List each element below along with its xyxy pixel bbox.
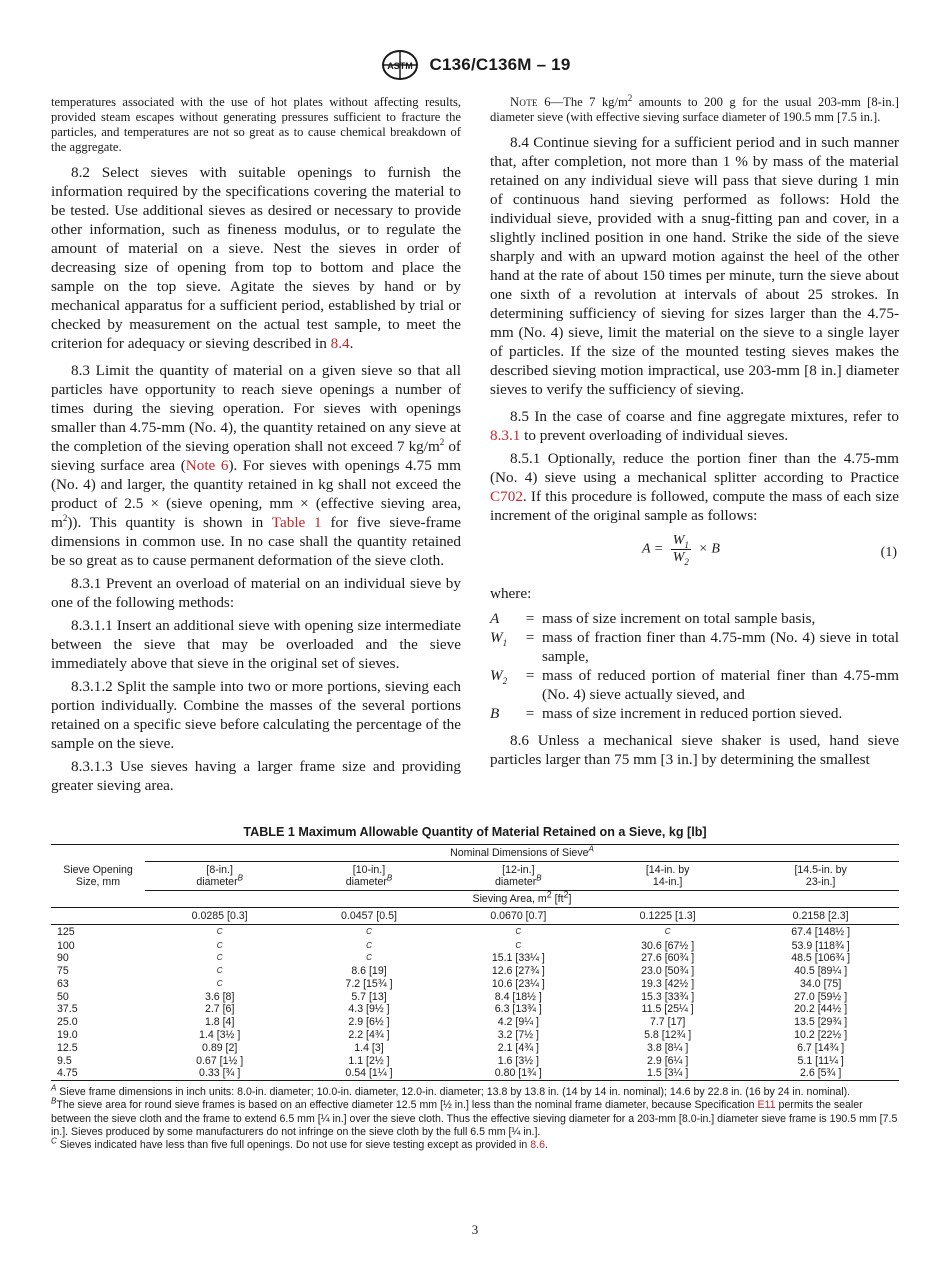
column-header-line2: 23-in.]: [805, 876, 836, 888]
sieve-size-cell: 75: [57, 965, 69, 978]
note-6-superscript: 2: [627, 92, 633, 103]
sieve-size-cell: 4.75: [57, 1067, 78, 1080]
table-cell: 10.2 [22½ ]: [794, 1029, 848, 1042]
column-header-line1: [14.5-in. by: [794, 864, 847, 876]
table-row: [51, 940, 899, 953]
table-cell: 11.5 [25¼ ]: [641, 1003, 694, 1016]
sieve-size-cell: 19.0: [57, 1029, 78, 1042]
link-e11[interactable]: E11: [757, 1099, 776, 1112]
table-cell: C: [216, 953, 223, 963]
nominal-header-sup: A: [588, 844, 594, 854]
table-row: [51, 952, 899, 965]
definition-row: [490, 704, 899, 723]
superscript-2b: 2: [62, 512, 68, 523]
table-cell: C: [216, 940, 223, 950]
table-cell: 0.67 [1½ ]: [196, 1054, 244, 1067]
right-column: [490, 92, 899, 769]
symbol-letter: W: [490, 667, 503, 684]
sieve-size-cell: 90: [57, 952, 69, 965]
column-header-sup: B: [386, 873, 393, 883]
equation-lhs: A =: [642, 541, 664, 557]
sieve-size-cell: 100: [57, 939, 75, 952]
table-cell: C: [366, 953, 372, 963]
column-header-line2: diameter: [345, 876, 387, 888]
table-row: [51, 1029, 899, 1042]
area-value: 0.0457 [0.5]: [341, 910, 397, 922]
footnote-c-text-b: .: [544, 1139, 548, 1152]
section-8-5-text-a: 8.5 In the case of coarse and fine aggregate mixtures, refer to: [510, 408, 899, 425]
definition-list: [490, 609, 899, 723]
section-8-5-text-b: to prevent overloading of individual sieves.: [520, 427, 789, 444]
definition-symbol: [490, 704, 518, 723]
footnote-a: [51, 1083, 899, 1099]
table-cell: 6.7 [14¾ ]: [797, 1041, 845, 1054]
column-header-line1: [14-in. by: [645, 864, 690, 876]
table-cell: C: [216, 926, 223, 936]
table-body: [51, 925, 899, 1081]
table-cell: 3.6 [8]: [204, 990, 235, 1003]
astm-logo-text: ASTM: [386, 61, 413, 71]
section-8-4: 8.4 Continue sieving for a sufficient period and in such manner that, after completion, not more than 1 % by mass of the material retained on any individual sieve will pass that sieve during 1 min of continuous hand sieving performed as follows: Hold the individual sieve, provided with a snug-fitting pan and cover, in a slightly inclined position in one hand. Strike the side of the sieve sharply and with an upward motion against the heel of the other hand at the rate of about 150 times per minute, turn the sieve about one sixth of a revolution at intervals of about 25 strokes. In determining sufficiency of sieving for sizes larger than the 4.75-mm (No. 4) sieve, limit the material on the sieve to a single layer of particles. If the size of the mounted testing sieves makes the described sieving motion impractical, use 203-mm [8 in.] diameter sieves to verify the sufficiency of sieving.: [490, 134, 899, 398]
table-cell: 27.6 [60¾ ]: [641, 952, 695, 965]
table-cell: 67.4 [148½ ]: [791, 925, 851, 938]
table-cell: 1.6 [3½ ]: [497, 1054, 539, 1067]
table-row: [51, 1042, 899, 1055]
table-cell: 1.4 [3½ ]: [199, 1029, 241, 1042]
table-row: [51, 965, 899, 978]
table-cell: 0.80 [1¾ ]: [494, 1067, 542, 1080]
table-cell: C: [515, 926, 522, 936]
document-designation: C136/C136M – 19: [429, 55, 571, 74]
equation-denominator: [671, 550, 691, 566]
definition-equals: =: [525, 610, 535, 627]
symbol-subscript: 1: [502, 638, 508, 649]
table-row: [51, 991, 899, 1004]
table-row: [51, 1016, 899, 1029]
section-8-5-1-text-b: . If this procedure is followed, compute the mass of each size increment of the original sample as follows:: [490, 488, 899, 524]
table-cell: 2.1 [4¾ ]: [497, 1041, 539, 1054]
section-8-3-text-e: for five sieve-frame dimensions in common use. In no case shall the quantity retained be so great as to cause permanent deformation of the sieve cloth.: [51, 514, 461, 569]
note-6-text-b: amounts to 200 g for the usual 203-mm [8-in.] diameter sieve (with effective sieving surface diameter of 190.5 mm [7.5 in.].: [490, 95, 899, 124]
table-1: [51, 825, 899, 1152]
column-header-line2: diameter: [495, 876, 537, 888]
where-label: where:: [490, 585, 532, 602]
link-c702[interactable]: C702: [490, 488, 523, 505]
equation-numerator: [671, 533, 691, 550]
definition-row: [490, 609, 899, 628]
numerator-subscript: 1: [684, 539, 689, 550]
table-cell: 6.3 [13¾ ]: [494, 1003, 542, 1016]
symbol-subscript: 2: [502, 676, 508, 687]
table-title: TABLE 1 Maximum Allowable Quantity of Material Retained on a Sieve, kg [lb]: [243, 825, 707, 839]
page-number: 3: [471, 1222, 479, 1237]
area-value: 0.0285 [0.3]: [191, 910, 248, 922]
definition-row: [490, 666, 899, 704]
table-cell: 8.4 [18½ ]: [494, 990, 542, 1003]
table-cell: 3.2 [7½ ]: [497, 1029, 539, 1042]
sieve-size-cell: 63: [57, 977, 69, 990]
footnote-a-mark: A: [51, 1083, 57, 1093]
table-cell: C: [216, 978, 223, 988]
table-cell: 1.8 [4]: [204, 1016, 235, 1029]
link-table-1[interactable]: Table 1: [271, 514, 322, 531]
table-cell: 1.5 [3¼ ]: [647, 1067, 689, 1080]
section-8-5-1: [490, 449, 899, 525]
area-stub: [51, 908, 145, 925]
column-header: [742, 862, 899, 891]
definition-symbol: [490, 628, 518, 666]
table-header-row: [51, 845, 899, 862]
left-column: [51, 95, 461, 795]
carryover-paragraph: temperatures associated with the use of hot plates without affecting results, provided steam escapes without generating pressures sufficient to fracture the particles, and temperatures are not so great as to cause chemical breakdown of the aggregate.: [51, 95, 461, 154]
table-cell: 0.54 [1¼ ]: [345, 1067, 393, 1080]
definition-symbol: [490, 666, 518, 704]
table-cell: 34.0 [75]: [800, 977, 842, 990]
table-cell: 0.89 [2]: [201, 1041, 238, 1054]
table-cell: 53.9 [118¾ ]: [791, 939, 850, 952]
section-8-3: [51, 361, 461, 570]
column-header-line1: [10-in.]: [352, 864, 386, 876]
table-cell: 4.3 [9½ ]: [348, 1003, 390, 1016]
footnote-b-text-a: The sieve area for round sieve frames is based on an effective diameter 12.5 mm [½ in.] less than the nominal frame diameter, because Specification: [56, 1099, 758, 1112]
table-cell: C: [366, 940, 372, 950]
definition-equals: =: [525, 629, 535, 646]
area-header-unit-sup: 2: [563, 889, 569, 900]
table-cell: 15.1 [33¼ ]: [491, 952, 545, 965]
table-cell: C: [216, 966, 223, 976]
table-cell: 2.2 [4¾ ]: [348, 1029, 390, 1042]
area-header-text: Sieving Area, m: [472, 893, 547, 905]
table-cell: 5.1 [11¼ ]: [797, 1054, 844, 1067]
table-cell: 15.3 [33¾ ]: [641, 990, 695, 1003]
section-8-3-text-a: 8.3 Limit the quantity of material on a given sieve so that all particles have opportunity to reach sieve openings a number of times during the sieving operation. For sieves with openings smaller than 4.75-mm (No. 4), the quantity retained on any sieve at the completion of the sieving operation shall not exceed 7 kg/m: [51, 362, 461, 455]
section-8-3-1: 8.3.1 Prevent an overload of material on an individual sieve by one of the following methods:: [51, 575, 461, 611]
definition-row: [490, 628, 899, 666]
table-row: [51, 925, 899, 940]
table-cell: 27.0 [59½ ]: [794, 990, 848, 1003]
page-header: [0, 48, 950, 88]
numerator-symbol: W: [672, 533, 685, 548]
section-8-3-text-d: )). This quantity is shown in: [67, 514, 272, 531]
definition-text: mass of size increment in reduced portion sieved.: [542, 705, 843, 722]
area-header-sup: 2: [546, 889, 552, 900]
area-header-unit: [ft: [551, 893, 564, 905]
table-cell: 40.5 [89¼ ]: [794, 965, 848, 978]
area-value: 0.2158 [2.3]: [792, 910, 849, 922]
column-header: [444, 862, 593, 891]
section-8-2-end: .: [349, 335, 354, 352]
area-value: 0.0670 [0.7]: [490, 910, 547, 922]
table-footnotes: [51, 1083, 899, 1152]
section-8-3-1-3: 8.3.1.3 Use sieves having a larger frame size and providing greater sieving area.: [51, 758, 461, 794]
column-header-line1: [8-in.]: [206, 864, 233, 876]
table-cell: C: [366, 926, 372, 936]
footnote-c-mark: C: [51, 1136, 57, 1146]
symbol-letter: B: [490, 705, 500, 722]
table-row: [51, 1055, 899, 1068]
table-cell: 2.6 [5¾ ]: [800, 1067, 842, 1080]
column-header-sup: B: [237, 873, 243, 883]
table-cell: 4.2 [9¼ ]: [497, 1016, 539, 1029]
link-8-3-1[interactable]: 8.3.1: [490, 427, 521, 444]
definition-text: mass of reduced portion of material finer than 4.75-mm (No. 4) sieve actually sieved, and: [542, 667, 899, 703]
column-header-line1: [12-in.]: [502, 864, 535, 876]
table-cell: 5.8 [12¾ ]: [644, 1029, 692, 1042]
nominal-header: [145, 845, 899, 862]
table-cell: 1.4 [3]: [354, 1041, 384, 1054]
stub-header: Sieve Opening Size, mm: [63, 864, 133, 888]
sieve-size-cell: 9.5: [57, 1054, 72, 1067]
astm-logo-icon: [380, 48, 420, 82]
denominator-subscript: 2: [684, 556, 689, 567]
table-cell: 2.9 [6¼ ]: [647, 1054, 689, 1067]
section-8-2: [51, 163, 461, 353]
equation-rhs: × B: [698, 541, 720, 557]
sieve-size-cell: 125: [57, 925, 75, 938]
note-6: [490, 92, 899, 125]
footnote-b-text-b: permits the sealer between the sieve cloth and the frame to extend 6.5 mm [¼ in.] over the sieve cloth. Thus the effective sieving diameter for a 203-mm [8.0-in.] diameter sieve frame is 190.5 mm [7.5 in.]. Sieves produced by some manufacturers do not infringe on the sieve cloth by the full 6.5 mm [¼ in.].: [51, 1099, 898, 1138]
symbol-letter: A: [490, 610, 500, 627]
link-8-4[interactable]: 8.4: [330, 335, 350, 352]
section-8-6: 8.6 Unless a mechanical sieve shaker is used, hand sieve particles larger than 75 mm [3 in.] by determining the smallest: [490, 732, 899, 768]
equation-body: [642, 533, 802, 575]
table-cell: 8.6 [19]: [351, 965, 387, 978]
note-label: Note: [510, 95, 538, 109]
definition-symbol: [490, 609, 518, 628]
sieve-size-cell: 50: [57, 990, 69, 1003]
table-cell: 48.5 [106¾ ]: [791, 952, 851, 965]
denominator-symbol: W: [672, 550, 685, 565]
area-header-close: ]: [568, 893, 572, 905]
table-cell: 2.7 [6]: [204, 1003, 235, 1016]
area-header: [145, 891, 899, 908]
section-8-5: [490, 407, 899, 445]
link-note-6[interactable]: Note 6: [185, 457, 229, 474]
column-header-line2: 14-in.]: [652, 876, 683, 888]
column-header: [593, 862, 742, 891]
table-cell: 5.7 [13]: [351, 990, 387, 1003]
equation-1: [490, 533, 899, 575]
table-cell: 1.1 [2½ ]: [348, 1054, 390, 1067]
table-row: [51, 978, 899, 991]
table-cell: 2.9 [6½ ]: [348, 1016, 390, 1029]
equation-number: (1): [880, 545, 897, 560]
definition-equals: =: [525, 705, 535, 722]
table-row: [51, 1003, 899, 1016]
sieve-size-cell: 25.0: [57, 1016, 78, 1029]
definition-text: mass of size increment on total sample basis,: [542, 610, 816, 627]
table-cell: 19.3 [42½ ]: [641, 977, 695, 990]
superscript-2: 2: [439, 436, 445, 447]
footnote-c: [51, 1136, 899, 1152]
section-8-3-1-1: 8.3.1.1 Insert an additional sieve with opening size intermediate between the sieve that may be overloaded and the sieve immediately above that sieve in the original set of sieves.: [51, 617, 461, 672]
table-cell: 3.8 [8¼ ]: [647, 1041, 689, 1054]
sieve-quantity-table: [51, 844, 899, 1081]
table-cell: C: [664, 926, 671, 936]
link-8-6[interactable]: 8.6: [530, 1139, 545, 1152]
column-header: [145, 862, 294, 891]
note-6-text-a: 6—The 7 kg/m: [537, 95, 628, 109]
table-cell: 30.6 [67½ ]: [641, 939, 695, 952]
nominal-header-text: Nominal Dimensions of Sieve: [450, 847, 589, 859]
definition-equals: =: [525, 667, 535, 684]
table-cell: 0.33 [¾ ]: [199, 1067, 241, 1080]
section-8-3-1-2: 8.3.1.2 Split the sample into two or more portions, sieving each portion individually. Combine the masses of the several portions retained on a specific sieve before calculating the percentage of the sample on the sieve.: [51, 678, 461, 752]
area-value: 0.1225 [1.3]: [639, 910, 696, 922]
table-cell: 12.6 [27¾ ]: [491, 965, 545, 978]
table-cell: C: [515, 940, 522, 950]
table-header-row: [51, 891, 899, 908]
table-cell: 23.0 [50¾ ]: [641, 965, 695, 978]
column-header-line2: diameter: [196, 876, 238, 888]
sieve-size-cell: 12.5: [57, 1041, 78, 1054]
equation-fraction: [671, 533, 691, 566]
definition-text: mass of fraction finer than 4.75-mm (No. 4) sieve in total sample,: [542, 629, 899, 665]
table-cell: 10.6 [23¼ ]: [491, 977, 545, 990]
table-cell: 7.7 [17]: [649, 1016, 686, 1029]
table-cell: 20.2 [44½ ]: [794, 1003, 848, 1016]
table-row: [51, 1067, 899, 1080]
column-header: [294, 862, 443, 891]
table-header-row: [51, 908, 899, 925]
footnote-a-text: Sieve frame dimensions in inch units: 8.0-in. diameter; 10.0-in. diameter, 12.0-in. diameter; 13.8 by 13.8 in. (14 by 14 in. nominal); 14.6 by 22.8 in. (16 by 24 in. nominal).: [56, 1086, 851, 1099]
table-cell: 7.2 [15¾ ]: [345, 977, 393, 990]
footnote-b: [51, 1096, 899, 1139]
section-8-3-text-c: ). For sieves with openings 4.75 mm (No. 4) and larger, the quantity retained in kg shall not exceed the product of 2.5 × (sieve opening, mm × (effective sieving area, m: [51, 457, 461, 531]
footnote-c-text-a: Sieves indicated have less than five full openings. Do not use for sieve testing except as provided in: [56, 1139, 531, 1152]
section-8-5-1-text-a: 8.5.1 Optionally, reduce the portion finer than the 4.75-mm (No. 4) sieve using a mechanical splitter according to Practice: [490, 450, 899, 486]
section-8-2-text: 8.2 Select sieves with suitable openings to furnish the information required by the specifications covering the material to be tested. Use additional sieves as desired or necessary to provide other information, such as fineness modulus, or to regulate the amount of material on a sieve. Nest the sieves in order of decreasing size of opening from top to bottom and place the sample on the top sieve. Agitate the sieves by hand or by mechanical apparatus for a sufficient period, established by trial or checked by measurement on the actual test sample, to meet the criterion for adequacy or sieving described in: [51, 164, 461, 352]
sieve-size-cell: 37.5: [57, 1003, 78, 1016]
table-cell: 13.5 [29¾ ]: [794, 1016, 848, 1029]
column-header-sup: B: [536, 873, 542, 883]
section-8-3-text-b: of sieving surface area (: [51, 438, 461, 474]
footnote-b-mark: B: [51, 1096, 57, 1106]
symbol-letter: W: [490, 629, 503, 646]
table-header-row: [51, 862, 899, 891]
